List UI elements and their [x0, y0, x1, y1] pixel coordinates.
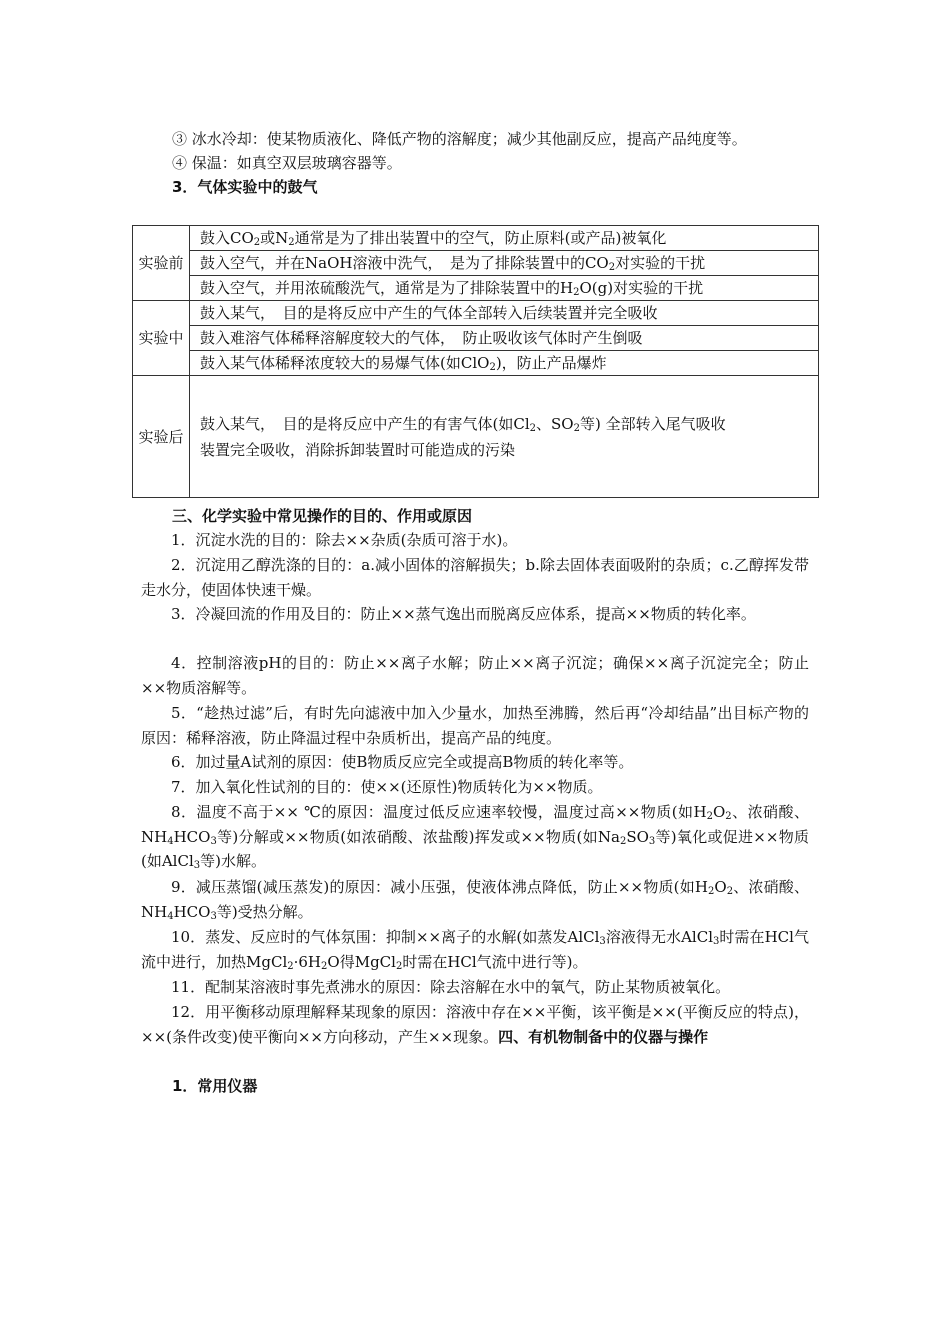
subscript: 2 [395, 960, 403, 972]
paragraph-6 [141, 750, 809, 775]
table-row [133, 226, 819, 251]
paragraph-text: 时需在HCl气流中进行，加热MgCl [141, 928, 810, 971]
paragraph-12 [141, 1000, 809, 1049]
paragraph-2 [141, 553, 809, 602]
table-cell [190, 376, 819, 498]
paragraph-text: HCO [173, 902, 211, 921]
gas-blowing-table [132, 225, 819, 498]
subscript: 2 [573, 422, 580, 434]
paragraph-text: 4．控制溶液pH的目的：防止××离子水解；防止××离子沉淀；确保××离子沉淀完全；防止××物质溶解等。 [141, 654, 809, 697]
table-cell: 鼓入某气， 目的是将反应中产生的气体全部转入后续装置并完全吸收 [190, 301, 819, 326]
table-row [133, 276, 819, 301]
cell-text: 鼓入CO [200, 229, 254, 247]
paragraph-text: 9．减压蒸馏(减压蒸发)的原因：减小压强，使液体沸点降低，防止××物质(如H [171, 878, 708, 896]
cell-text: 或N [260, 229, 289, 247]
subscript: 2 [573, 287, 580, 298]
paragraph-text: 时需在HCl气流中进行等)。 [402, 952, 588, 971]
subscript: 2 [706, 811, 713, 822]
paragraph-4 [141, 651, 809, 700]
section-heading-4: 四、有机物制备中的仪器与操作 [498, 1027, 709, 1046]
paragraph-10 [141, 925, 809, 974]
ice-cooling-line: ③ 冰水冷却：使某物质液化、降低产物的溶解度；减少其他副反应，提高产品纯度等。 [172, 130, 747, 148]
subscript: 3 [599, 936, 606, 947]
subscript: 3 [210, 835, 217, 847]
paragraph-text: 等)水解。 [200, 852, 266, 870]
paragraph-text: 8．温度不高于×× ℃的原因：温度过低反应速率较慢，温度过高××物质(如H [171, 803, 707, 821]
paragraph-1 [141, 528, 809, 553]
subscript: 3 [193, 860, 201, 871]
cell-text: )，防止产品爆炸 [495, 354, 607, 372]
table-row [133, 376, 819, 498]
stage-during: 实验中 [133, 301, 190, 376]
paragraph-7 [141, 775, 809, 800]
paragraph-text: 等)分解或××物质(如浓硝酸、浓盐酸)挥发或××物质(如Na [216, 827, 620, 846]
subscript: 2 [708, 886, 715, 897]
paragraph-text: HCO [173, 827, 211, 846]
heading-common-instruments: 1．常用仪器 [172, 1077, 258, 1095]
cell-text: 对实验的干扰 [615, 254, 706, 272]
subscript: 2 [288, 237, 295, 248]
paragraph-text: 3．冷凝回流的作用及目的：防止××蒸气逸出而脱离反应体系，提高××物质的转化率。 [171, 605, 756, 623]
cell-text: 装置完全吸收，消除拆卸装置时可能造成的污染 [200, 440, 516, 459]
cell-text: 鼓入某气体稀释浓度较大的易爆气体(如ClO [200, 354, 490, 372]
subscript: 4 [167, 910, 174, 922]
subscript: 2 [287, 960, 294, 972]
cell-text: 等) 全部转入尾气吸收 [579, 414, 726, 433]
stage-after: 实验后 [133, 376, 190, 498]
subscript: 4 [167, 835, 174, 847]
table-row [133, 326, 819, 351]
cell-text: 鼓入某气， 目的是将反应中产生的有害气体(如Cl [200, 414, 530, 433]
table-cell [190, 226, 819, 251]
paragraph-text: 2．沉淀用乙醇洗涤的目的：a.减小固体的溶解损失；b.除去固体表面吸附的杂质；c.乙醇挥发带走水分，使固体快速干燥。 [141, 556, 809, 599]
paragraph-text: ·6H [293, 952, 322, 971]
paragraph-text: O [712, 803, 726, 821]
subscript: 2 [726, 886, 734, 897]
cell-text: O(g)对实验的干扰 [579, 279, 704, 297]
paragraph-text: O得MgCl [327, 952, 396, 971]
paragraph-11 [141, 975, 809, 1000]
subscript: 2 [619, 835, 627, 847]
paragraph-5 [141, 701, 809, 750]
subscript: 2 [321, 960, 328, 972]
paragraph-text: 1．沉淀水洗的目的：除去××杂质(杂质可溶于水)。 [171, 531, 518, 549]
subscript: 3 [648, 835, 656, 847]
table-cell: 鼓入难溶气体稀释溶解度较大的气体， 防止吸收该气体时产生倒吸 [190, 326, 819, 351]
paragraph-text: 5．“趁热过滤”后，有时先向滤液中加入少量水，加热至沸腾，然后再“冷却结晶”出目标产物的原因：稀释溶液，防止降温过程中杂质析出，提高产品的纯度。 [141, 704, 809, 747]
insulation-line: ④ 保温：如真空双层玻璃容器等。 [172, 154, 402, 172]
subscript: 2 [529, 422, 537, 434]
paragraph-text: 12．用平衡移动原理解释某现象的原因：溶液中存在××平衡，该平衡是××(平衡反应的特点)，××(条件改变)使平衡向××方向移动，产生××现象。 [141, 1003, 809, 1046]
paragraph-text: 7．加入氧化性试剂的目的：使××(还原性)物质转化为××物质。 [171, 778, 603, 796]
subscript: 2 [253, 237, 261, 248]
table-row [133, 251, 819, 276]
paragraph-text: 、浓硝酸、NH [141, 803, 809, 846]
paragraph-text: 溶液得无水AlCl [605, 928, 713, 946]
heading-gas-blowing: 3．气体实验中的鼓气 [172, 178, 318, 196]
cell-text: 鼓入空气，并在NaOH溶液中洗气， 是为了排除装置中的CO [200, 254, 609, 272]
subscript: 2 [608, 262, 616, 273]
paragraph-text: 6．加过量A试剂的原因：使B物质反应完全或提高B物质的转化率等。 [171, 753, 634, 771]
paragraph-text: 10．蒸发、反应时的气体氛围：抑制××离子的水解(如蒸发AlCl [171, 928, 600, 946]
paragraph-text: 等)受热分解。 [216, 902, 313, 921]
subscript: 3 [210, 910, 217, 922]
paragraph-text: SO [626, 827, 649, 846]
cell-text: 通常是为了排出装置中的空气，防止原料(或产品)被氧化 [294, 229, 667, 247]
paragraph-text: O [714, 878, 727, 896]
subscript: 2 [489, 362, 496, 373]
table-row [133, 351, 819, 376]
subscript: 2 [725, 811, 732, 822]
paragraph-text: 、浓硝酸、NH [141, 878, 809, 921]
cell-text: 、SO [536, 414, 574, 433]
table-row [133, 301, 819, 326]
paragraph-9 [141, 875, 809, 924]
paragraph-3 [141, 602, 809, 627]
table-cell [190, 276, 819, 301]
paragraph-text: 等)氧化或促进××物质(如AlCl [141, 827, 809, 870]
cell-text: 鼓入空气，并用浓硫酸洗气，通常是为了排除装置中的H [200, 279, 574, 297]
paragraph-text: 11．配制某溶液时事先煮沸水的原因：除去溶解在水中的氧气，防止某物质被氧化。 [171, 978, 731, 996]
paragraph-8 [141, 800, 809, 874]
table-cell [190, 251, 819, 276]
stage-before: 实验前 [133, 226, 190, 301]
subscript: 3 [713, 936, 720, 947]
table-cell [190, 351, 819, 376]
section-heading-3: 三、化学实验中常见操作的目的、作用或原因 [172, 507, 473, 525]
